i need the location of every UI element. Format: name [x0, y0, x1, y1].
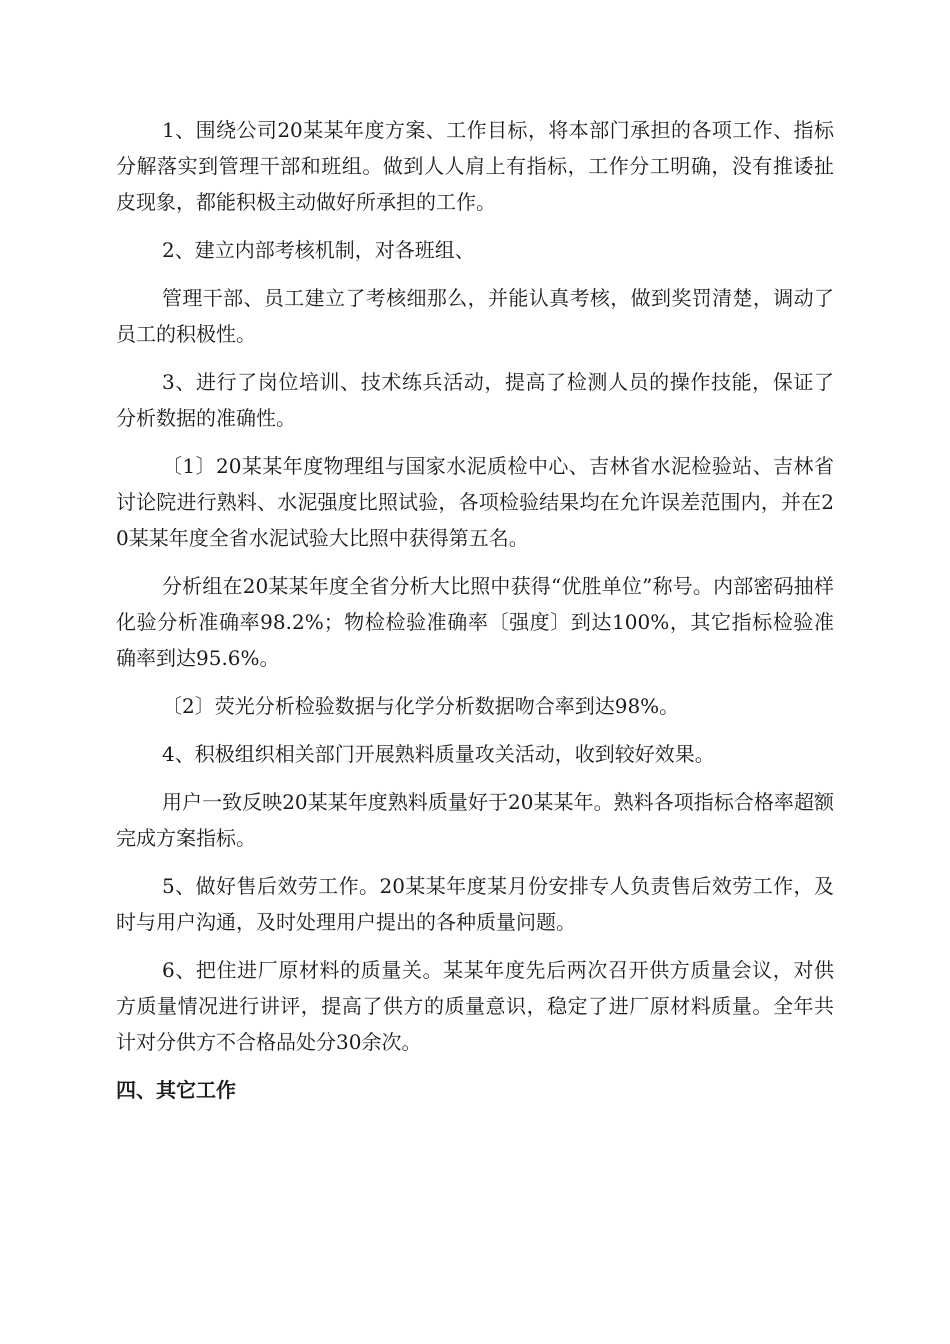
paragraph-2: 2、建立内部考核机制，对各班组、 [162, 238, 475, 262]
paragraph-3: 管理干部、员工建立了考核细那么，并能认真考核，做到奖罚清楚，调动了员工的积极性。 [116, 286, 834, 346]
paragraph-9: 用户一致反映20某某年度熟料质量好于20某某年。熟料各项指标合格率超额完成方案指标。 [116, 790, 834, 850]
paragraph-8: 4、积极组织相关部门开展熟料质量攻关活动，收到较好效果。 [162, 742, 715, 766]
paragraph-5: 〔1〕20某某年度物理组与国家水泥质检中心、吉林省水泥检验站、吉林省讨论院进行熟料、水泥强度比照试验，各项检验结果均在允许误差范围内，并在20某某年度全省水泥试验大比照中获得第五名。 [116, 454, 834, 550]
paragraph-10: 5、做好售后效劳工作。20某某年度某月份安排专人负责售后效劳工作，及时与用户沟通，及时处理用户提出的各种质量问题。 [116, 874, 834, 934]
paragraph-11: 6、把住进厂原材料的质量关。某某年度先后两次召开供方质量会议，对供方质量情况进行讲评，提高了供方的质量意识，稳定了进厂原材料质量。全年共计对分供方不合格品处分30余次。 [116, 958, 834, 1054]
paragraph-4: 3、进行了岗位培训、技术练兵活动，提高了检测人员的操作技能，保证了分析数据的准确性。 [116, 370, 834, 430]
paragraph-6: 分析组在20某某年度全省分析大比照中获得“优胜单位”称号。内部密码抽样化验分析准确率98.2%；物检检验准确率〔强度〕到达100%，其它指标检验准确率到达95.6%。 [116, 574, 834, 670]
document-body [116, 112, 834, 1108]
paragraph-7: 〔2〕荧光分析检验数据与化学分析数据吻合率到达98%。 [162, 694, 680, 718]
paragraph-1: 1、围绕公司20某某年度方案、工作目标，将本部门承担的各项工作、指标分解落实到管理干部和班组。做到人人肩上有指标，工作分工明确，没有推诿扯皮现象，都能积极主动做好所承担的工作。 [116, 118, 834, 214]
section-heading: 四、其它工作 [116, 1078, 236, 1102]
